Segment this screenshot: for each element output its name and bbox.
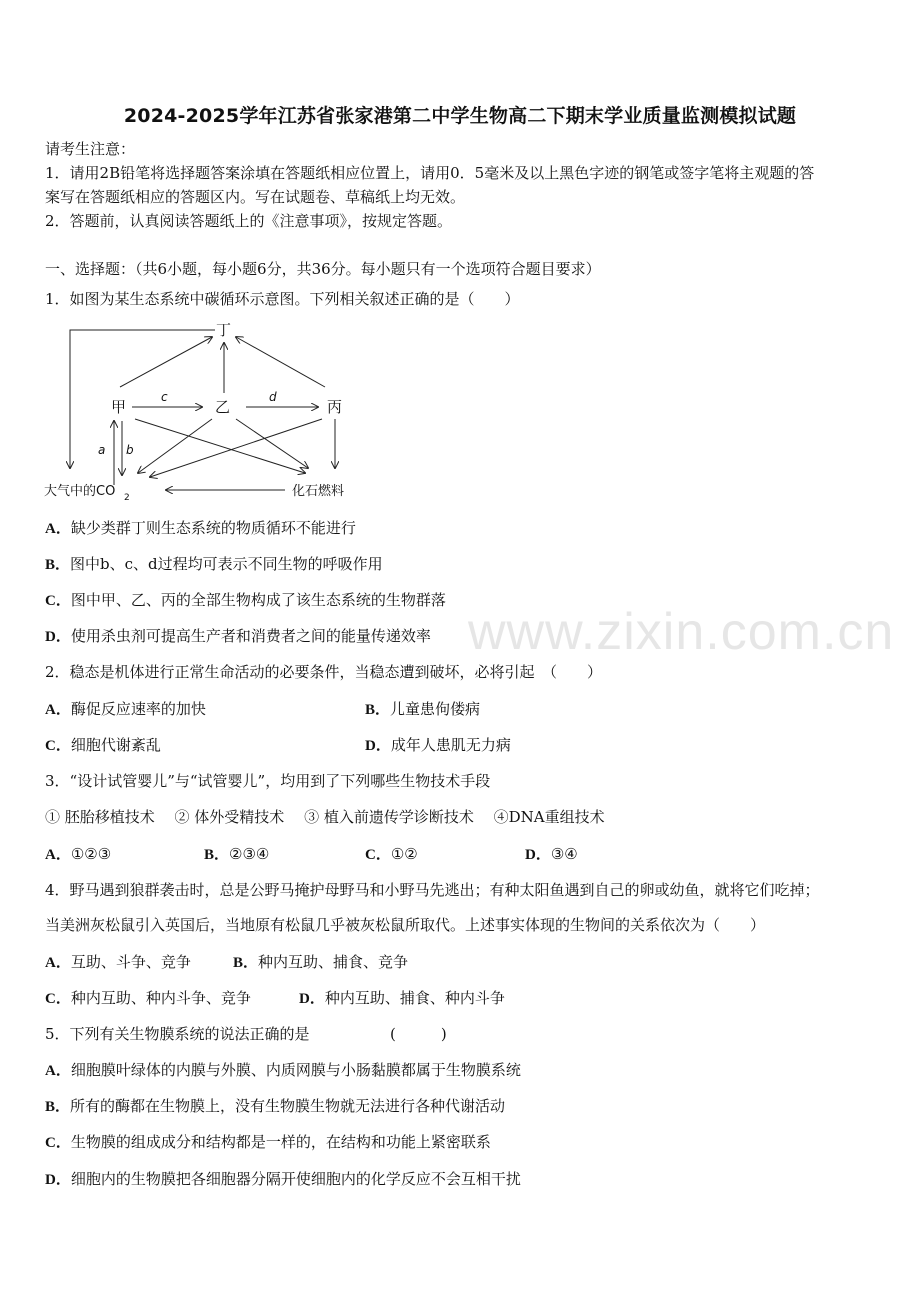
- label-c: c: [161, 390, 168, 404]
- q3-option-c: C．①②: [365, 845, 418, 863]
- q5-option-d: D．细胞内的生物膜把各细胞器分隔开使细胞内的化学反应不会互相干扰: [45, 1170, 521, 1188]
- q5-option-b: B．所有的酶都在生物膜上，没有生物膜生物就无法进行各种代谢活动: [45, 1097, 506, 1115]
- q4-option-b: B．种内互助、捕食、竞争: [233, 953, 409, 971]
- q5-option-c: C．生物膜的组成成分和结构都是一样的，在结构和功能上紧密联系: [45, 1133, 491, 1151]
- arrow-bing-to-co2: [150, 419, 322, 477]
- q4-stem: 4．野马遇到狼群袭击时，总是公野马掩护母野马和小野马先逃出；有种太阳鱼遇到自己的卵或幼鱼，就将它们吃掉；: [45, 881, 820, 899]
- arrow-yi-to-co2: [138, 419, 212, 473]
- q4-option-d: D．种内互助、捕食、种内斗争: [299, 989, 505, 1007]
- notice-item-1-cont: 案写在答题纸相应的答题区内。写在试题卷、草稿纸上均无效。: [45, 188, 466, 206]
- q2-stem: 2．稳态是机体进行正常生命活动的必要条件，当稳态遭到破坏，必将引起 （ ）: [45, 663, 603, 681]
- q4-stem-cont: 当美洲灰松鼠引入英国后，当地原有松鼠几乎被灰松鼠所取代。上述事实体现的生物间的关系依次为（ ）: [45, 916, 766, 934]
- arrow-jia-to-fossil: [135, 419, 305, 473]
- q3-stem: 3．“设计试管婴儿”与“试管婴儿”，均用到了下列哪些生物技术手段: [45, 772, 491, 790]
- node-jia: 甲: [111, 398, 127, 416]
- notice-item-1: 1．请用2B铅笔将选择题答案涂填在答题纸相应位置上，请用0．5毫米及以上黑色字迹的钢笔或签字笔将主观题的答: [45, 164, 815, 182]
- q1-option-c: C．图中甲、乙、丙的全部生物构成了该生态系统的生物群落: [45, 591, 446, 609]
- label-a: a: [98, 443, 106, 457]
- q3-option-a: A．①②③: [45, 845, 112, 863]
- q1-stem: 1．如图为某生态系统中碳循环示意图。下列相关叙述正确的是（ ）: [45, 290, 520, 308]
- q4-option-c: C．种内互助、种内斗争、竞争: [45, 989, 251, 1007]
- q1-option-d: D．使用杀虫剂可提高生产者和消费者之间的能量传递效率: [45, 627, 431, 645]
- page-title: 2024-2025学年江苏省张家港第二中学生物高二下期末学业质量监测模拟试题: [123, 105, 797, 127]
- q5-answer-paren: ( ): [390, 1025, 447, 1043]
- q3-option-b: B．②③④: [204, 845, 270, 863]
- q2-option-d: D．成年人患肌无力病: [365, 736, 511, 754]
- node-bing: 丙: [327, 398, 343, 416]
- node-co2: 大气中的CO: [44, 484, 116, 499]
- label-b: b: [126, 443, 134, 457]
- q1-option-a: A．缺少类群丁则生态系统的物质循环不能进行: [45, 519, 356, 537]
- arrow-ding-to-co2: [70, 330, 215, 468]
- node-co2-subscript: 2: [124, 493, 130, 503]
- arrow-jia-to-ding: [120, 337, 212, 387]
- notice-item-2: 2．答题前，认真阅读答题纸上的《注意事项》，按规定答题。: [45, 212, 453, 230]
- q3-items: ① 胚胎移植技术 ② 体外受精技术 ③ 植入前遗传学诊断技术 ④DNA重组技术: [45, 808, 605, 826]
- q2-option-b: B．儿童患佝偻病: [365, 700, 481, 718]
- q5-stem: 5．下列有关生物膜系统的说法正确的是: [45, 1025, 310, 1043]
- node-yi: 乙: [215, 398, 231, 416]
- arrow-yi-to-fossil: [236, 419, 308, 468]
- carbon-cycle-diagram: [40, 315, 370, 505]
- section-heading: 一、选择题：（共6小题，每小题6分，共36分。每小题只有一个选项符合题目要求）: [45, 260, 601, 278]
- q5-option-a: A．细胞膜叶绿体的内膜与外膜、内质网膜与小肠黏膜都属于生物膜系统: [45, 1061, 521, 1079]
- q2-option-a: A．酶促反应速率的加快: [45, 700, 206, 718]
- arrow-bing-to-ding: [236, 337, 325, 387]
- q4-option-a: A．互助、斗争、竞争: [45, 953, 191, 971]
- q2-option-c: C．细胞代谢紊乱: [45, 736, 161, 754]
- node-ding: 丁: [216, 321, 232, 339]
- notice-heading: 请考生注意：: [45, 140, 136, 158]
- q3-option-d: D．③④: [525, 845, 578, 863]
- label-d: d: [269, 390, 277, 404]
- q1-option-b: B．图中b、c、d过程均可表示不同生物的呼吸作用: [45, 555, 383, 573]
- watermark: www.zixin.com.cn: [468, 603, 895, 661]
- node-fossil-fuel: 化石燃料: [292, 484, 345, 499]
